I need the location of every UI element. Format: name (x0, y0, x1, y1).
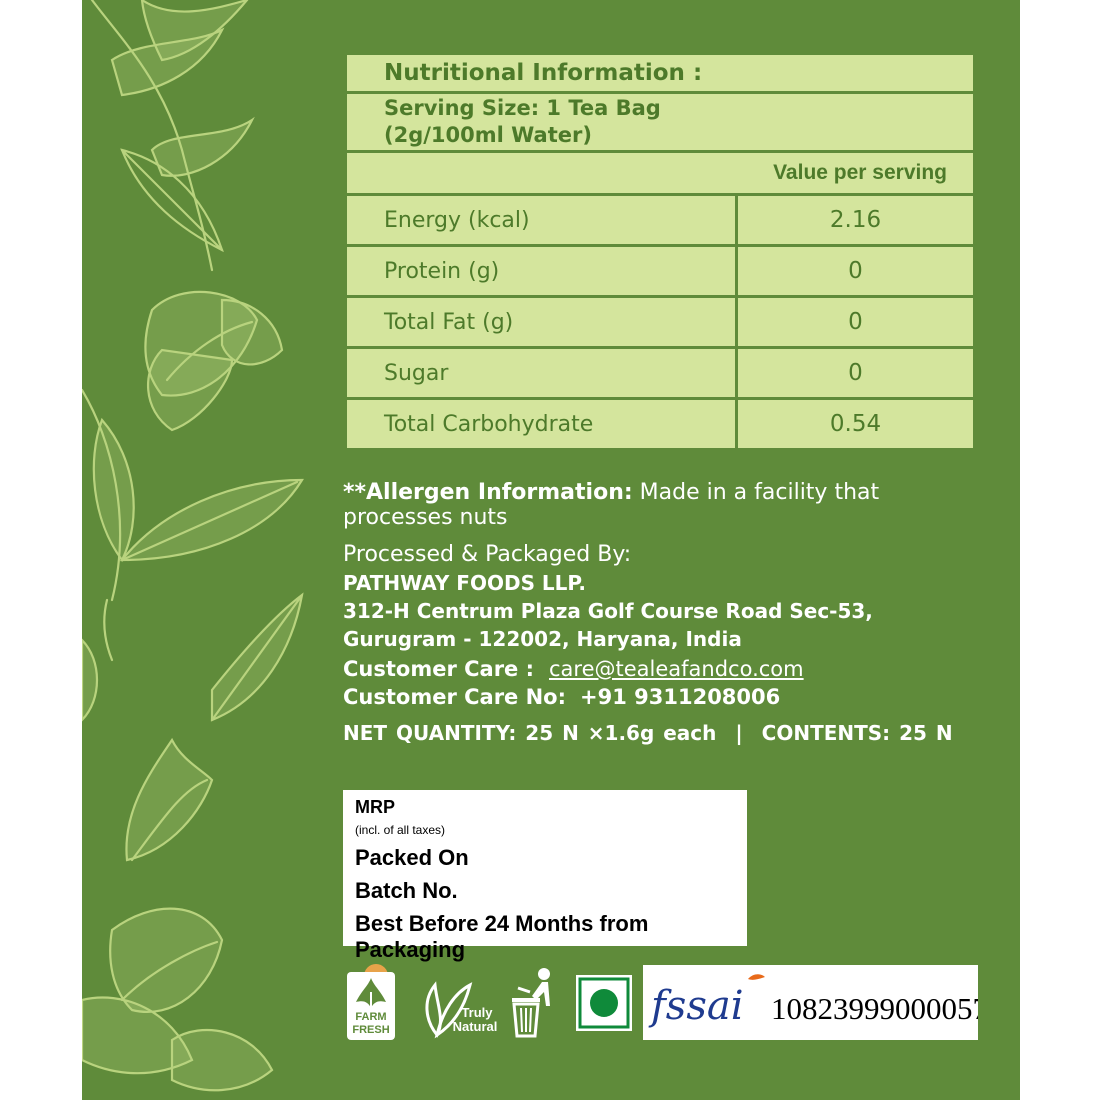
truly-natural-badge (415, 965, 505, 1040)
contents: CONTENTS: 25 N (761, 721, 953, 745)
nutrient-label: Total Carbohydrate (346, 399, 737, 450)
fssai-license (643, 965, 978, 1040)
customer-care-email-link[interactable]: care@tealeafandco.com (549, 657, 804, 681)
veg-mark (576, 975, 632, 1031)
nutrition-table (344, 52, 976, 451)
quantity-line (343, 721, 953, 745)
best-before-label: Best Before 24 Months from Packaging (355, 911, 649, 962)
mrp-box (343, 790, 747, 962)
serving-size-line1: Serving Size: 1 Tea Bag (384, 96, 661, 120)
table-row (346, 195, 975, 246)
manufacturer-name: PATHWAY FOODS LLP. (343, 571, 587, 595)
fssai-leaf-icon (748, 974, 765, 980)
table-row (346, 348, 975, 399)
customer-care-block (343, 655, 804, 711)
nutrient-value: 2.16 (737, 195, 975, 246)
label-panel (82, 0, 1020, 1100)
dispose-bin-badge (508, 966, 560, 1038)
address-line1: 312-H Centrum Plaza Golf Course Road Sec-53, (343, 599, 873, 623)
recycle-bin-icon (508, 966, 560, 1038)
farm-fresh-icon (344, 962, 398, 1042)
allergen-text-line2: processes nuts (343, 505, 508, 530)
quantity-separator: | (735, 721, 743, 745)
nutrition-title: Nutritional Information : (346, 54, 975, 93)
manufacturer-block (343, 569, 873, 653)
nutrient-label: Total Fat (g) (346, 297, 737, 348)
truly-natural-line1: Truly (461, 1005, 493, 1020)
table-row (346, 297, 975, 348)
serving-size-line2: (2g/100ml Water) (384, 123, 592, 147)
nutrient-label: Sugar (346, 348, 737, 399)
fssai-number: 10823999000057 (771, 991, 978, 1026)
fssai-logo: fssai (651, 983, 744, 1029)
customer-care-no-label: Customer Care No: (343, 685, 567, 709)
nutrient-label: Protein (g) (346, 246, 737, 297)
mrp-note: (incl. of all taxes) (355, 823, 446, 837)
nutrient-value: 0 (737, 297, 975, 348)
nutrient-value: 0.54 (737, 399, 975, 450)
allergen-label: **Allergen Information: (343, 480, 633, 505)
serving-size (346, 93, 975, 152)
mrp-label: MRP (355, 797, 395, 817)
decorative-leaf-illustration (82, 0, 322, 1100)
customer-care-label: Customer Care : (343, 657, 535, 681)
nutrient-value: 0 (737, 348, 975, 399)
nutrient-label: Energy (kcal) (346, 195, 737, 246)
veg-symbol-icon (576, 975, 632, 1031)
processed-by-label: Processed & Packaged By: (343, 542, 632, 567)
batch-no-label: Batch No. (355, 878, 458, 903)
table-row (346, 399, 975, 450)
farm-fresh-badge (344, 962, 398, 1042)
farm-fresh-line2: FRESH (352, 1024, 390, 1036)
net-quantity: NET QUANTITY: 25 N ×1.6g each (343, 721, 717, 745)
value-per-serving-header: Value per serving (346, 152, 975, 195)
allergen-text-line1: Made in a facility that (639, 480, 880, 505)
packed-on-label: Packed On (355, 845, 469, 870)
customer-care-phone: +91 9311208006 (580, 685, 781, 709)
allergen-info (343, 480, 943, 530)
table-row (346, 246, 975, 297)
truly-natural-line2: Natural (452, 1019, 498, 1034)
nutrient-value: 0 (737, 246, 975, 297)
address-line2: Gurugram - 122002, Haryana, India (343, 627, 742, 651)
farm-fresh-line1: FARM (355, 1011, 387, 1023)
leaf-sprout-icon (415, 965, 505, 1040)
